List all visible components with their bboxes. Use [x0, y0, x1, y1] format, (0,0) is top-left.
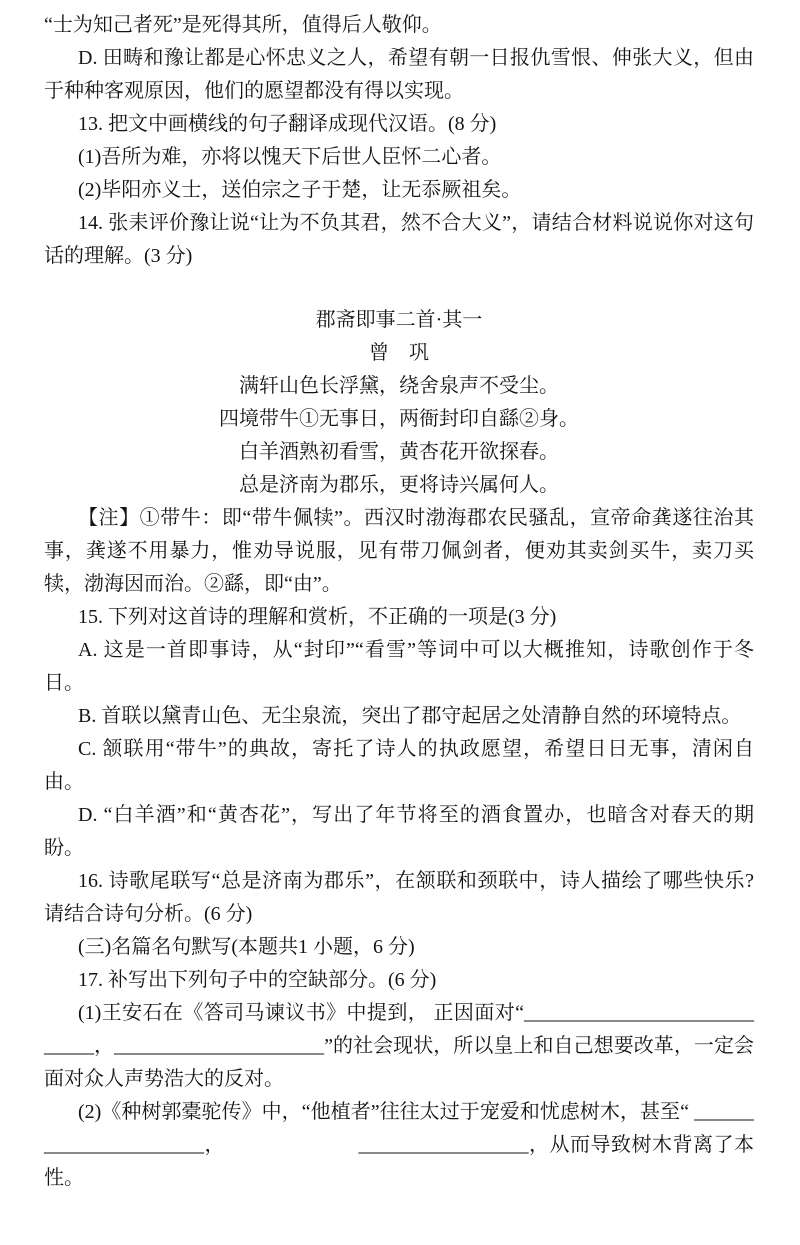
question-14: 14. 张耒评价豫让说“让为不负其君，然不合大义”，请结合材料说说你对这句话的理解。(3 分)	[44, 212, 754, 267]
question-13-part-2: (2)毕阳亦义士，送伯宗之子于楚，让无忝厥祖矣。	[78, 179, 522, 201]
option-d: D. “白羊酒”和“黄杏花”，写出了年节将至的酒食置办，也暗含对春天的期盼。	[44, 804, 754, 859]
option-d-reading: D. 田畴和豫让都是心怀忠义之人，希望有朝一日报仇雪恨、伸张大义，但由于种种客观原因，他们的愿望都没有得以实现。	[44, 47, 754, 102]
poem-title: 郡斋即事二首·其一	[315, 309, 483, 331]
option-c: C. 颔联用“带牛”的典故，寄托了诗人的执政愿望，希望日日无事，清闲自由。	[44, 738, 754, 793]
question-17-part-1: (1)王安石在《答司马谏议书》中提到， 正因面对“____________________________，_____________________”的社会现状，所以皇上和自己想要改革，一定会面对众人声势浩大的反对。	[44, 1002, 754, 1090]
option-a: A. 这是一首即事诗，从“封印”“看雪”等词中可以大概推知，诗歌创作于冬日。	[44, 639, 754, 694]
paragraph-continuation: “士为知己者死”是死得其所，值得后人敬仰。	[44, 14, 442, 36]
poem-line-3: 白羊酒熟初看雪，黄杏花开欲探春。	[239, 441, 559, 463]
poem-line-4: 总是济南为郡乐，更将诗兴属何人。	[239, 474, 559, 496]
question-13-part-1: (1)吾所为难，亦将以愧天下后世人臣怀二心者。	[78, 146, 502, 168]
option-b: B. 首联以黛青山色、无尘泉流，突出了郡守起居之处清静自然的环境特点。	[78, 705, 742, 727]
section-3-header: (三)名篇名句默写(本题共1 小题，6 分)	[78, 936, 415, 958]
question-16: 16. 诗歌尾联写“总是济南为郡乐”，在颔联和颈联中，诗人描绘了哪些快乐?请结合诗句分析。(6 分)	[44, 870, 754, 925]
question-13: 13. 把文中画横线的句子翻译成现代汉语。(8 分)	[78, 113, 497, 135]
poem-line-1: 满轩山色长浮黛，绕舍泉声不受尘。	[239, 375, 559, 397]
poem-note: 【注】①带牛：即“带牛佩犊”。西汉时渤海郡农民骚乱，宣帝命龚遂往治其事，龚遂不用暴力，惟劝导说服，见有带刀佩剑者，便劝其卖剑买牛，卖刀买犊，渤海因而治。②繇，即“由”。	[44, 507, 754, 595]
question-17: 17. 补写出下列句子中的空缺部分。(6 分)	[78, 969, 437, 991]
poem-line-2: 四境带牛①无事日，两衙封印自繇②身。	[219, 408, 579, 430]
document-body	[44, 9, 754, 1195]
question-17-part-2: (2)《种树郭橐驼传》中，“他植者”往往太过于宠爱和忧虑树木，甚至“ ______________________， _________________，从而导致树木背离了本性。	[44, 1101, 754, 1189]
poem-author: 曾 巩	[369, 342, 429, 364]
question-15: 15. 下列对这首诗的理解和赏析，不正确的一项是(3 分)	[78, 606, 557, 628]
